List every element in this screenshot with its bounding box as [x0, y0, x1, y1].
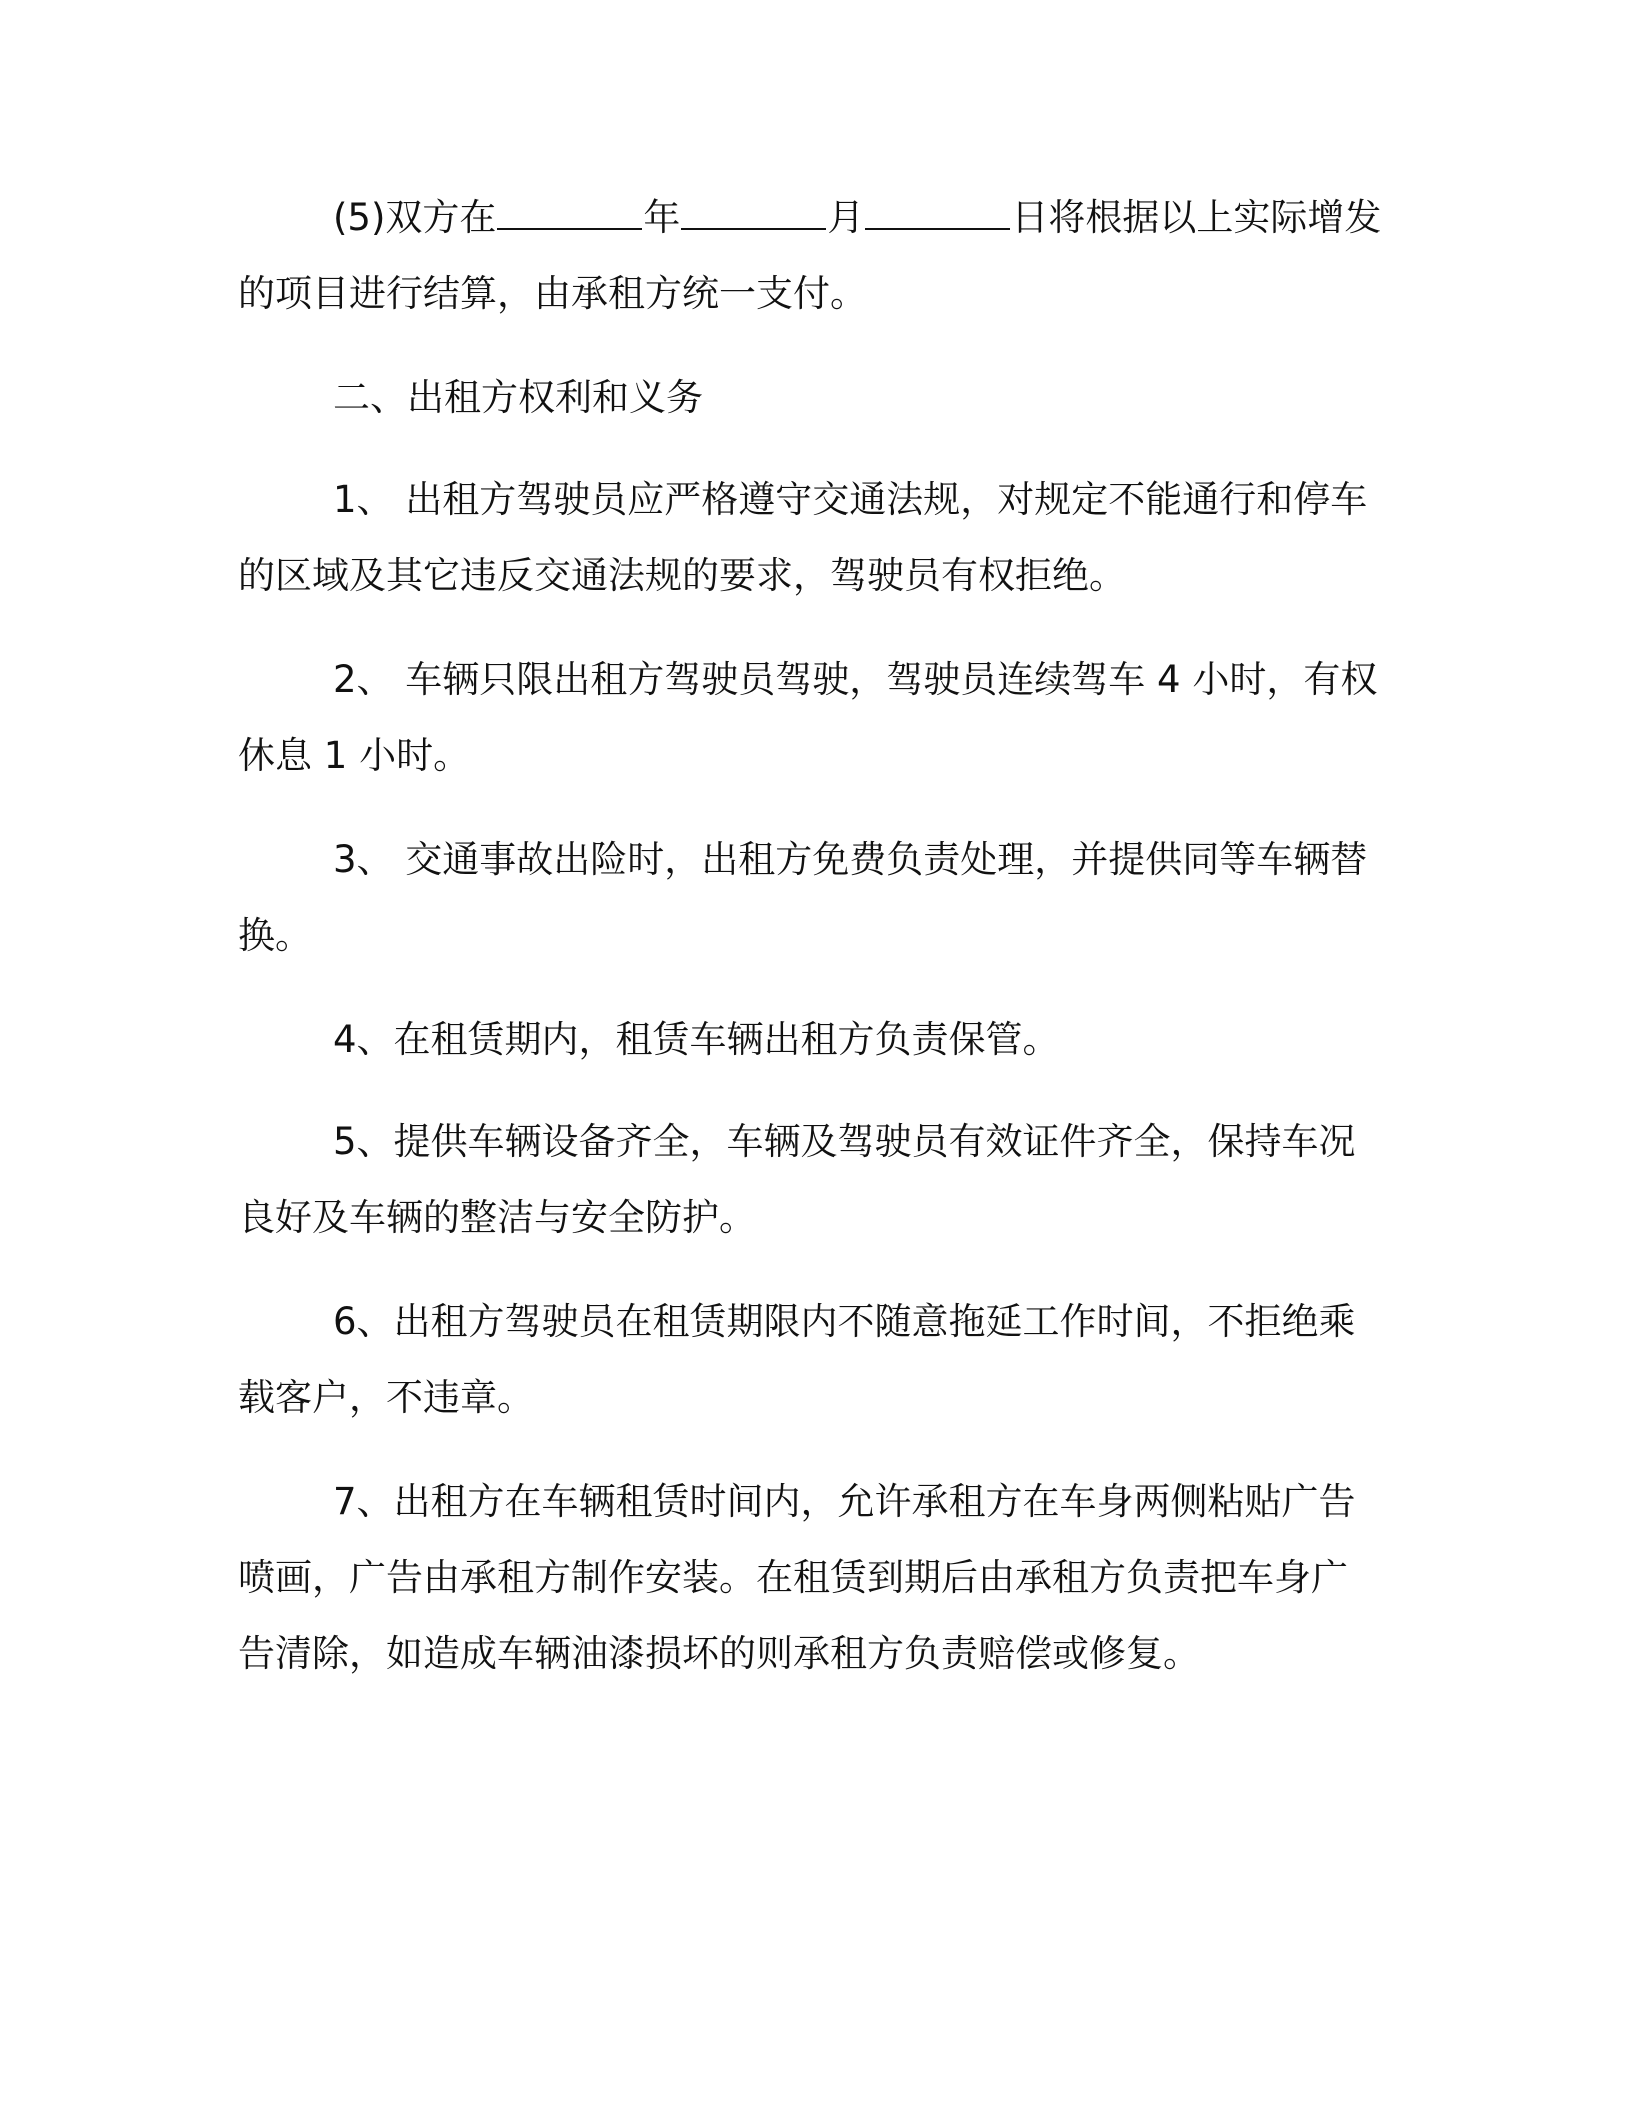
list-item-line: 1、 出租方驾驶员应严格遵守交通法规，对规定不能通行和停车 — [333, 478, 1368, 521]
paragraph-line — [238, 180, 1388, 256]
blank-year-field — [497, 198, 642, 230]
list-item-line: 2、 车辆只限出租方驾驶员驾驶，驾驶员连续驾车 4 小时，有权 — [333, 658, 1378, 701]
list-item — [238, 822, 1388, 974]
text-segment: (5)双方在 — [333, 196, 497, 239]
list-item-line: 良好及车辆的整洁与安全防护。 — [238, 1196, 756, 1239]
paragraph-settlement — [238, 180, 1388, 332]
list-item — [238, 1002, 1388, 1078]
list-item-line: 载客户，不违章。 — [238, 1376, 534, 1419]
blank-month-field — [681, 198, 826, 230]
list-item-line: 告清除，如造成车辆油漆损坏的则承租方负责赔偿或修复。 — [238, 1632, 1200, 1675]
list-item — [238, 642, 1388, 794]
list-item-line: 换。 — [238, 914, 312, 957]
blank-day-field — [865, 198, 1010, 230]
list-item-line: 喷画，广告由承租方制作安装。在租赁到期后由承租方负责把车身广 — [238, 1556, 1348, 1599]
section-heading — [238, 360, 1388, 436]
list-item-line: 3、 交通事故出险时，出租方免费负责处理，并提供同等车辆替 — [333, 838, 1368, 881]
text-segment: 年 — [643, 196, 681, 239]
text-segment: 月 — [827, 196, 865, 239]
list-item — [238, 1464, 1388, 1692]
list-item-line: 4、在租赁期内，租赁车辆出租方负责保管。 — [333, 1018, 1060, 1061]
list-item — [238, 1104, 1388, 1256]
list-item — [238, 462, 1388, 614]
paragraph-line: 的项目进行结算，由承租方统一支付。 — [238, 272, 867, 315]
section-heading-text: 二、出租方权利和义务 — [333, 376, 703, 419]
list-item-line: 的区域及其它违反交通法规的要求，驾驶员有权拒绝。 — [238, 554, 1126, 597]
list-item — [238, 1284, 1388, 1436]
list-item-line: 休息 1 小时。 — [238, 734, 471, 777]
text-segment: 日将根据以上实际增发 — [1011, 196, 1382, 239]
list-item-line: 5、提供车辆设备齐全，车辆及驾驶员有效证件齐全，保持车况 — [333, 1120, 1356, 1163]
list-item-line: 6、出租方驾驶员在租赁期限内不随意拖延工作时间，不拒绝乘 — [333, 1300, 1356, 1343]
list-item-line: 7、出租方在车辆租赁时间内，允许承租方在车身两侧粘贴广告 — [333, 1480, 1356, 1523]
